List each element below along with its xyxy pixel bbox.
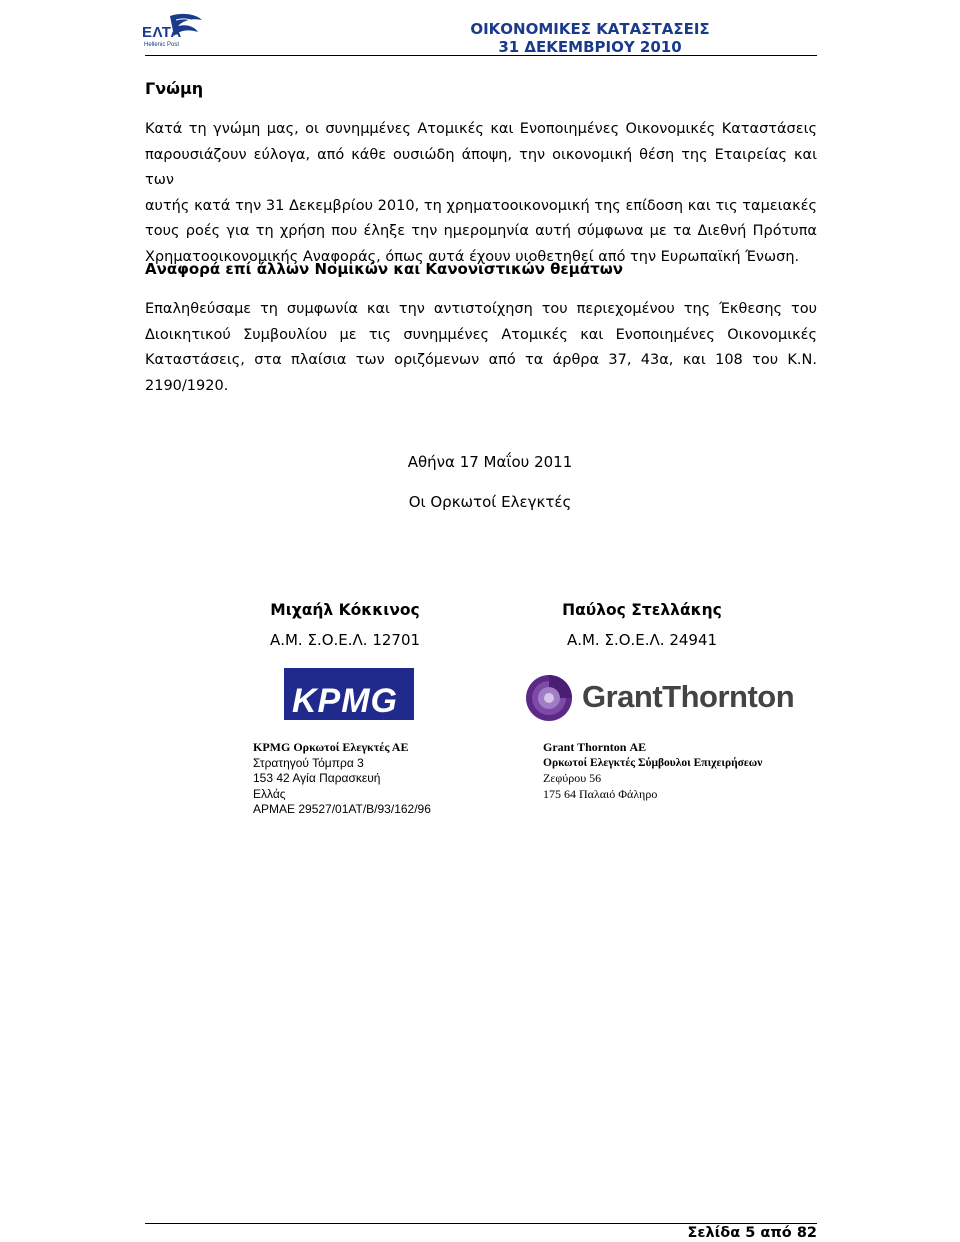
legal-paragraph — [145, 297, 817, 399]
legal-line: Επαληθεύσαμε τη συμφωνία και την αντιστοίχηση του περιεχομένου της Έκθεσης του — [145, 301, 817, 317]
footer-rule — [145, 1223, 817, 1224]
address-line: 175 64 Παλαιό Φάληρο — [543, 786, 658, 801]
address-line: Ζεφύρου 56 — [543, 771, 602, 785]
kpmg-logo-box — [290, 668, 414, 720]
opinion-line: τους ροές για τη χρήση που έληξε την ημερομηνία αυτή σύμφωνα με τα Διεθνή Πρότυπα — [145, 223, 817, 239]
page-number: Σελίδα 5 από 82 — [687, 1225, 817, 1241]
grant-thornton-address — [543, 740, 833, 802]
opinion-line: αυτής κατά την 31 Δεκεμβρίου 2010, τη χρηματοοικονομική της επίδοση και τις ταμειακές — [145, 197, 817, 214]
legal-line: Καταστάσεις, στα πλαίσια των οριζόμενων από τα άρθρα 37, 43α, και 108 του Κ.Ν. — [145, 352, 817, 368]
header-date: 31 ΔΕΚΕΜΒΡΙΟΥ 2010 — [498, 38, 682, 56]
legal-line: 2190/1920. — [145, 377, 229, 394]
place-date: Αθήνα 17 Μαΐου 2011 — [407, 453, 573, 471]
opinion-line: παρουσιάζουν εύλογα, από κάθε ουσιώδη άποψη, την οικονομική θέση της Εταιρείας και των — [145, 146, 817, 188]
legal-heading: Αναφορά επί άλλων Νομικών και Κανονιστικών θεμάτων — [145, 260, 623, 278]
grant-thornton-logo-text: GrantThornton — [582, 679, 795, 714]
address-line: Ελλάς — [253, 786, 286, 801]
legal-line: Διοικητικού Συμβουλίου με τις συνημμένες Ατομικές και Ενοποιημένες Οικονομικές — [145, 326, 817, 343]
signatory-name: Παύλος Στελλάκης — [562, 601, 722, 619]
signatory-reg: Α.Μ. Σ.Ο.Ε.Λ. 12701 — [269, 631, 421, 649]
grant-thornton-logo — [524, 673, 795, 723]
opinion-line: Χρηματοοικονομικής Αναφοράς, όπως αυτά έχουν υιοθετηθεί από την Ευρωπαϊκή Ένωση. — [145, 248, 800, 265]
kpmg-logo — [284, 668, 414, 720]
kpmg-logo-stripe — [290, 674, 414, 680]
elta-logo-subtext: Hellenic Post — [144, 42, 180, 48]
elta-logo — [140, 10, 210, 54]
signatory-name: Μιχαήλ Κόκκινος — [270, 601, 420, 619]
elta-logo-text: ΕΛΤΑ — [142, 24, 182, 41]
kpmg-address — [253, 740, 513, 818]
address-line: 153 42 Αγία Παρασκευή — [253, 771, 381, 785]
header-rule — [145, 55, 817, 56]
opinion-paragraph — [145, 117, 817, 270]
kpmg-firm-name: KPMG Ορκωτοί Ελεγκτές ΑΕ — [253, 740, 409, 754]
kpmg-logo-text: KPMG — [292, 682, 398, 720]
address-line: Στρατηγού Τόμπρα 3 — [253, 755, 364, 770]
signatory-reg: Α.Μ. Σ.Ο.Ε.Λ. 24941 — [566, 631, 718, 649]
opinion-line: Κατά τη γνώμη μας, οι συνημμένες Ατομικές και Ενοποιημένες Οικονομικές Καταστάσεις — [145, 121, 817, 137]
grant-thornton-swirl-icon — [524, 673, 574, 723]
header-title: ΟΙΚΟΝΟΜΙΚΕΣ ΚΑΤΑΣΤΑΣΕΙΣ — [470, 20, 710, 38]
auditors-title: Οι Ορκωτοί Ελεγκτές — [408, 493, 572, 511]
gt-firm-description: Ορκωτοί Ελεγκτές Σύμβουλοι Επιχειρήσεων — [543, 756, 763, 769]
registry-number: ΑΡΜΑΕ 29527/01ΑΤ/Β/93/162/96 — [253, 802, 431, 816]
gt-firm-name: Grant Thornton ΑΕ — [543, 740, 647, 754]
opinion-heading: Γνώμη — [145, 79, 204, 98]
